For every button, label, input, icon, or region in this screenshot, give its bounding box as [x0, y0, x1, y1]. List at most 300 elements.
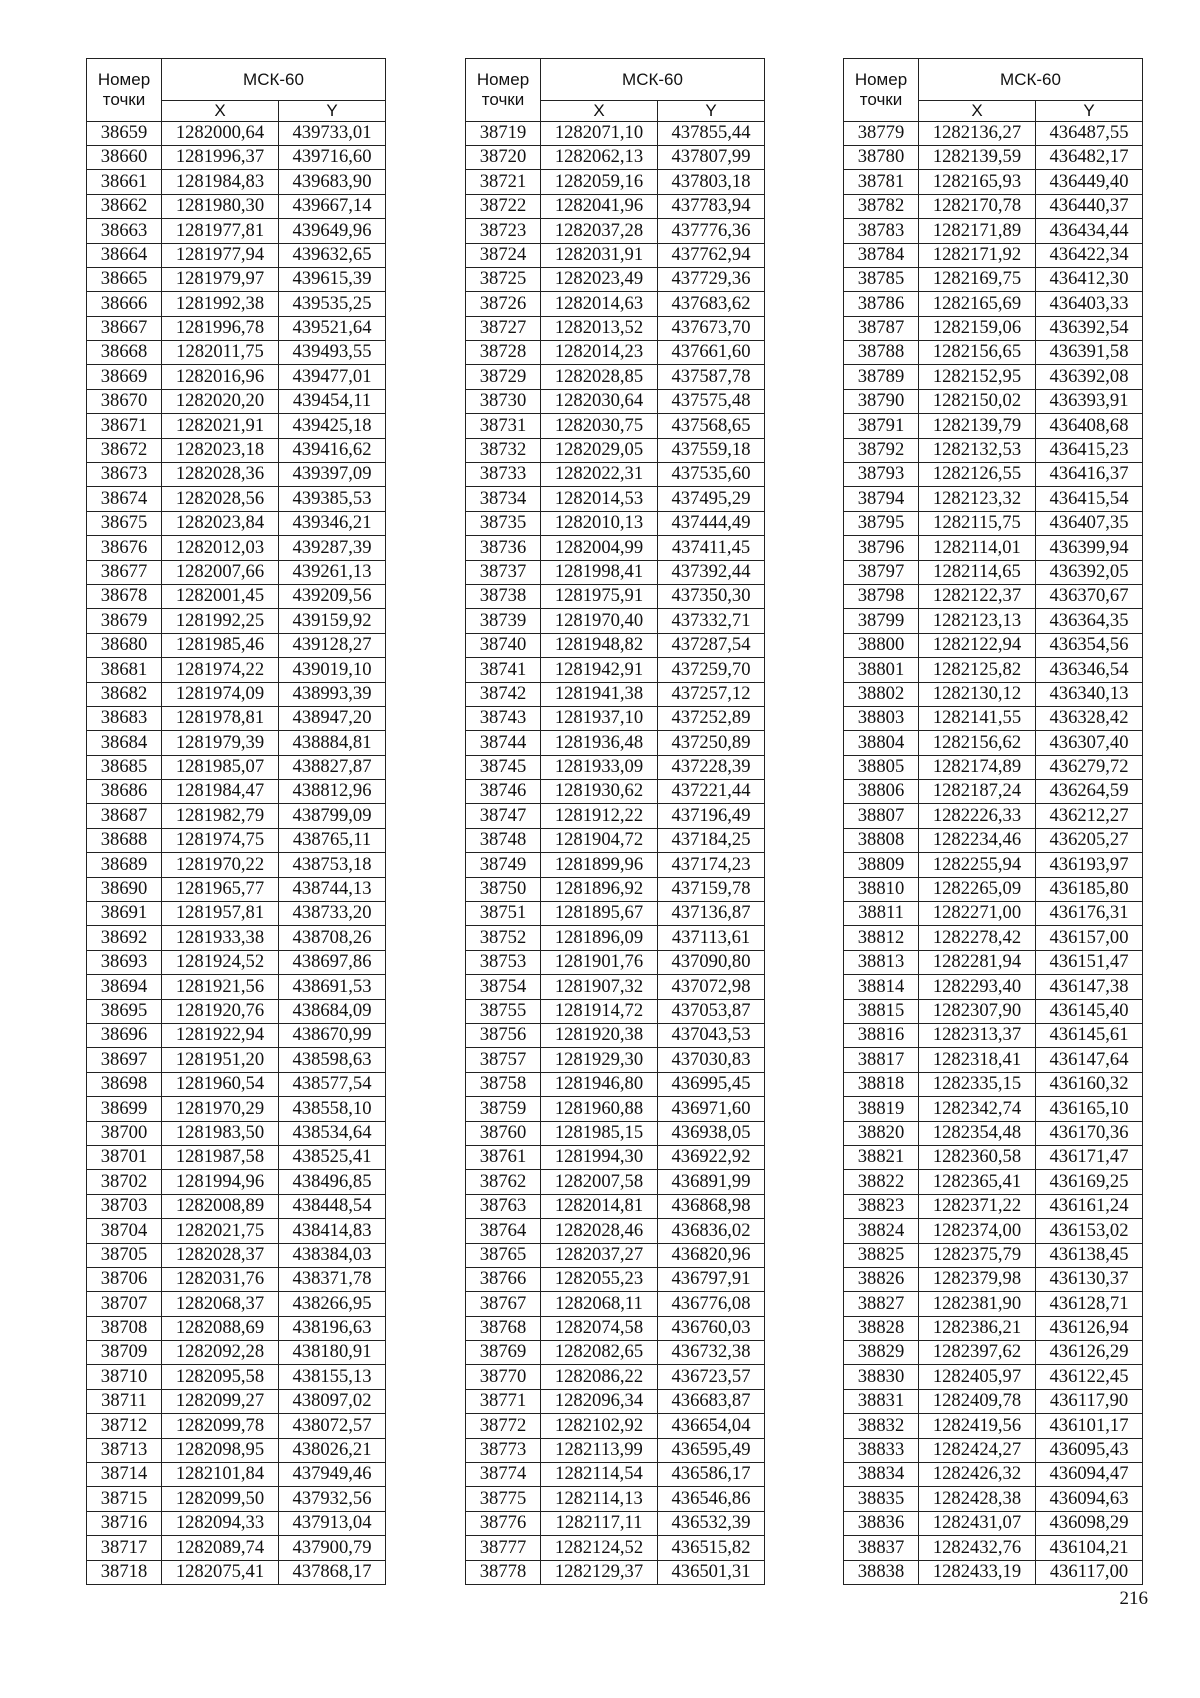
- x-coordinate-cell: 1281901,76: [541, 950, 658, 974]
- point-number-cell: 38725: [466, 267, 541, 291]
- y-coordinate-cell: 436094,47: [1036, 1463, 1143, 1487]
- x-coordinate-cell: 1282089,74: [162, 1536, 279, 1560]
- table-row: [87, 170, 386, 194]
- y-coordinate-cell: 436392,54: [1036, 316, 1143, 340]
- point-number-cell: 38701: [87, 1145, 162, 1169]
- y-coordinate-cell: 438708,26: [279, 926, 386, 950]
- x-coordinate-cell: 1282088,69: [162, 1316, 279, 1340]
- y-coordinate-cell: 436482,17: [1036, 145, 1143, 169]
- header-y: Y: [658, 101, 765, 122]
- x-coordinate-cell: 1282068,11: [541, 1292, 658, 1316]
- y-coordinate-cell: 436098,29: [1036, 1511, 1143, 1535]
- table-row: [87, 609, 386, 633]
- x-coordinate-cell: 1282159,06: [919, 316, 1036, 340]
- x-coordinate-cell: 1281951,20: [162, 1048, 279, 1072]
- table-row: [844, 1243, 1143, 1267]
- point-number-cell: 38822: [844, 1170, 919, 1194]
- y-coordinate-cell: 438496,85: [279, 1170, 386, 1194]
- y-coordinate-cell: 436515,82: [658, 1536, 765, 1560]
- point-number-cell: 38823: [844, 1194, 919, 1218]
- point-number-cell: 38734: [466, 487, 541, 511]
- point-number-cell: 38759: [466, 1097, 541, 1121]
- y-coordinate-cell: 436797,91: [658, 1267, 765, 1291]
- table-row: [87, 584, 386, 608]
- point-number-cell: 38711: [87, 1389, 162, 1413]
- x-coordinate-cell: 1282386,21: [919, 1316, 1036, 1340]
- x-coordinate-cell: 1281974,75: [162, 828, 279, 852]
- x-coordinate-cell: 1282021,91: [162, 414, 279, 438]
- table-row: [87, 243, 386, 267]
- table-row: [844, 1487, 1143, 1511]
- x-coordinate-cell: 1282028,56: [162, 487, 279, 511]
- point-number-cell: 38801: [844, 658, 919, 682]
- coordinate-table-1: [86, 58, 386, 1585]
- y-coordinate-cell: 438753,18: [279, 853, 386, 877]
- x-coordinate-cell: 1282075,41: [162, 1560, 279, 1584]
- page-number: 216: [1119, 1588, 1148, 1609]
- table-row: [844, 1560, 1143, 1584]
- y-coordinate-cell: 436995,45: [658, 1072, 765, 1096]
- x-coordinate-cell: 1282001,45: [162, 584, 279, 608]
- x-coordinate-cell: 1282379,98: [919, 1267, 1036, 1291]
- x-coordinate-cell: 1282139,59: [919, 145, 1036, 169]
- table-row: [466, 999, 765, 1023]
- y-coordinate-cell: 436328,42: [1036, 706, 1143, 730]
- point-number-cell: 38672: [87, 438, 162, 462]
- x-coordinate-cell: 1282101,84: [162, 1463, 279, 1487]
- point-number-cell: 38766: [466, 1267, 541, 1291]
- point-number-cell: 38756: [466, 1024, 541, 1048]
- y-coordinate-cell: 439716,60: [279, 145, 386, 169]
- header-point-number: Номер точки: [466, 59, 541, 122]
- table-row: [87, 706, 386, 730]
- y-coordinate-cell: 436307,40: [1036, 731, 1143, 755]
- table-row: [844, 1316, 1143, 1340]
- table-row: [87, 389, 386, 413]
- table-row: [844, 1414, 1143, 1438]
- table-row: [466, 536, 765, 560]
- x-coordinate-cell: 1282335,15: [919, 1072, 1036, 1096]
- x-coordinate-cell: 1281983,50: [162, 1121, 279, 1145]
- point-number-cell: 38665: [87, 267, 162, 291]
- x-coordinate-cell: 1281970,22: [162, 853, 279, 877]
- y-coordinate-cell: 438371,78: [279, 1267, 386, 1291]
- table-row: [844, 267, 1143, 291]
- table-row: [466, 1267, 765, 1291]
- x-coordinate-cell: 1281987,58: [162, 1145, 279, 1169]
- point-number-cell: 38795: [844, 511, 919, 535]
- x-coordinate-cell: 1282152,95: [919, 365, 1036, 389]
- point-number-cell: 38671: [87, 414, 162, 438]
- table-row: [87, 1438, 386, 1462]
- table-row: [844, 365, 1143, 389]
- point-number-cell: 38682: [87, 682, 162, 706]
- x-coordinate-cell: 1281985,15: [541, 1121, 658, 1145]
- y-coordinate-cell: 437444,49: [658, 511, 765, 535]
- point-number-cell: 38684: [87, 731, 162, 755]
- y-coordinate-cell: 436732,38: [658, 1341, 765, 1365]
- table-row: [844, 463, 1143, 487]
- x-coordinate-cell: 1282371,22: [919, 1194, 1036, 1218]
- point-number-cell: 38818: [844, 1072, 919, 1096]
- point-number-cell: 38659: [87, 121, 162, 145]
- table-row: [844, 682, 1143, 706]
- table-row: [466, 1194, 765, 1218]
- point-number-cell: 38760: [466, 1121, 541, 1145]
- point-number-cell: 38837: [844, 1536, 919, 1560]
- y-coordinate-cell: 437411,45: [658, 536, 765, 560]
- table-row: [87, 902, 386, 926]
- table-row: [844, 633, 1143, 657]
- x-coordinate-cell: 1282059,16: [541, 170, 658, 194]
- table-row: [844, 1121, 1143, 1145]
- y-coordinate-cell: 437661,60: [658, 341, 765, 365]
- table-row: [466, 438, 765, 462]
- x-coordinate-cell: 1282021,75: [162, 1219, 279, 1243]
- y-coordinate-cell: 437568,65: [658, 414, 765, 438]
- y-coordinate-cell: 436723,57: [658, 1365, 765, 1389]
- point-number-cell: 38667: [87, 316, 162, 340]
- y-coordinate-cell: 437090,80: [658, 950, 765, 974]
- header-point-number: Номер точки: [844, 59, 919, 122]
- x-coordinate-cell: 1282187,24: [919, 780, 1036, 804]
- y-coordinate-cell: 438097,02: [279, 1389, 386, 1413]
- y-coordinate-cell: 437392,44: [658, 560, 765, 584]
- y-coordinate-cell: 437673,70: [658, 316, 765, 340]
- point-number-cell: 38727: [466, 316, 541, 340]
- x-coordinate-cell: 1282281,94: [919, 950, 1036, 974]
- point-number-cell: 38676: [87, 536, 162, 560]
- table-row: [87, 853, 386, 877]
- y-coordinate-cell: 436165,10: [1036, 1097, 1143, 1121]
- y-coordinate-cell: 437332,71: [658, 609, 765, 633]
- table-row: [844, 1536, 1143, 1560]
- point-number-cell: 38686: [87, 780, 162, 804]
- y-coordinate-cell: 437184,25: [658, 828, 765, 852]
- point-number-cell: 38791: [844, 414, 919, 438]
- y-coordinate-cell: 436101,17: [1036, 1414, 1143, 1438]
- x-coordinate-cell: 1282122,37: [919, 584, 1036, 608]
- table-row: [844, 1438, 1143, 1462]
- table-row: [87, 1219, 386, 1243]
- x-coordinate-cell: 1281948,82: [541, 633, 658, 657]
- y-coordinate-cell: 437913,04: [279, 1511, 386, 1535]
- point-number-cell: 38779: [844, 121, 919, 145]
- x-coordinate-cell: 1281965,77: [162, 877, 279, 901]
- x-coordinate-cell: 1282354,48: [919, 1121, 1036, 1145]
- x-coordinate-cell: 1282432,76: [919, 1536, 1036, 1560]
- x-coordinate-cell: 1282125,82: [919, 658, 1036, 682]
- x-coordinate-cell: 1281974,22: [162, 658, 279, 682]
- y-coordinate-cell: 436157,00: [1036, 926, 1143, 950]
- x-coordinate-cell: 1282055,23: [541, 1267, 658, 1291]
- table-row: [466, 1438, 765, 1462]
- y-coordinate-cell: 437559,18: [658, 438, 765, 462]
- x-coordinate-cell: 1282171,92: [919, 243, 1036, 267]
- table-row: [466, 1511, 765, 1535]
- x-coordinate-cell: 1281895,67: [541, 902, 658, 926]
- y-coordinate-cell: 436340,13: [1036, 682, 1143, 706]
- x-coordinate-cell: 1282342,74: [919, 1097, 1036, 1121]
- table-row: [466, 609, 765, 633]
- y-coordinate-cell: 438414,83: [279, 1219, 386, 1243]
- x-coordinate-cell: 1282020,20: [162, 389, 279, 413]
- table-row: [466, 828, 765, 852]
- point-number-cell: 38738: [466, 584, 541, 608]
- point-number-cell: 38762: [466, 1170, 541, 1194]
- y-coordinate-cell: 437350,30: [658, 584, 765, 608]
- point-number-cell: 38761: [466, 1145, 541, 1169]
- y-coordinate-cell: 439385,53: [279, 487, 386, 511]
- x-coordinate-cell: 1281936,48: [541, 731, 658, 755]
- x-coordinate-cell: 1282000,64: [162, 121, 279, 145]
- table-row: [466, 1024, 765, 1048]
- table-row: [87, 1097, 386, 1121]
- x-coordinate-cell: 1282171,89: [919, 219, 1036, 243]
- point-number-cell: 38780: [844, 145, 919, 169]
- x-coordinate-cell: 1281970,29: [162, 1097, 279, 1121]
- point-number-cell: 38781: [844, 170, 919, 194]
- x-coordinate-cell: 1281957,81: [162, 902, 279, 926]
- table-row: [87, 438, 386, 462]
- header-coordinate-system: МСК-60: [541, 59, 765, 101]
- x-coordinate-cell: 1281992,25: [162, 609, 279, 633]
- table-row: [844, 975, 1143, 999]
- x-coordinate-cell: 1282426,32: [919, 1463, 1036, 1487]
- table-row: [844, 1072, 1143, 1096]
- x-coordinate-cell: 1282424,27: [919, 1438, 1036, 1462]
- table-row: [466, 414, 765, 438]
- x-coordinate-cell: 1282136,27: [919, 121, 1036, 145]
- y-coordinate-cell: 437762,94: [658, 243, 765, 267]
- x-coordinate-cell: 1282098,95: [162, 1438, 279, 1462]
- point-number-cell: 38796: [844, 536, 919, 560]
- table-row: [87, 536, 386, 560]
- x-coordinate-cell: 1281933,09: [541, 755, 658, 779]
- x-coordinate-cell: 1282114,54: [541, 1463, 658, 1487]
- x-coordinate-cell: 1282010,13: [541, 511, 658, 535]
- table-row: [466, 1072, 765, 1096]
- x-coordinate-cell: 1282099,27: [162, 1389, 279, 1413]
- x-coordinate-cell: 1281994,96: [162, 1170, 279, 1194]
- y-coordinate-cell: 436449,40: [1036, 170, 1143, 194]
- y-coordinate-cell: 437043,53: [658, 1024, 765, 1048]
- y-coordinate-cell: 436279,72: [1036, 755, 1143, 779]
- x-coordinate-cell: 1282037,28: [541, 219, 658, 243]
- y-coordinate-cell: 437729,36: [658, 267, 765, 291]
- x-coordinate-cell: 1282409,78: [919, 1389, 1036, 1413]
- x-coordinate-cell: 1282016,96: [162, 365, 279, 389]
- table-row: [844, 1365, 1143, 1389]
- y-coordinate-cell: 438577,54: [279, 1072, 386, 1096]
- point-number-cell: 38740: [466, 633, 541, 657]
- point-number-cell: 38815: [844, 999, 919, 1023]
- x-coordinate-cell: 1281904,72: [541, 828, 658, 852]
- point-number-cell: 38712: [87, 1414, 162, 1438]
- header-coordinate-system: МСК-60: [162, 59, 386, 101]
- y-coordinate-cell: 438733,20: [279, 902, 386, 926]
- point-number-cell: 38664: [87, 243, 162, 267]
- point-number-cell: 38832: [844, 1414, 919, 1438]
- point-number-cell: 38790: [844, 389, 919, 413]
- table-row: [844, 877, 1143, 901]
- y-coordinate-cell: 439454,11: [279, 389, 386, 413]
- y-coordinate-cell: 436403,33: [1036, 292, 1143, 316]
- x-coordinate-cell: 1282028,46: [541, 1219, 658, 1243]
- table-row: [466, 145, 765, 169]
- point-number-cell: 38735: [466, 511, 541, 535]
- point-number-cell: 38775: [466, 1487, 541, 1511]
- table-row: [87, 1487, 386, 1511]
- table-row: [466, 1536, 765, 1560]
- point-number-cell: 38805: [844, 755, 919, 779]
- y-coordinate-cell: 437030,83: [658, 1048, 765, 1072]
- x-coordinate-cell: 1282062,13: [541, 145, 658, 169]
- x-coordinate-cell: 1282023,18: [162, 438, 279, 462]
- table-row: [844, 755, 1143, 779]
- x-coordinate-cell: 1282094,33: [162, 1511, 279, 1535]
- x-coordinate-cell: 1282130,12: [919, 682, 1036, 706]
- point-number-cell: 38765: [466, 1243, 541, 1267]
- y-coordinate-cell: 437159,78: [658, 877, 765, 901]
- x-coordinate-cell: 1282071,10: [541, 121, 658, 145]
- table-row: [87, 975, 386, 999]
- x-coordinate-cell: 1282293,40: [919, 975, 1036, 999]
- point-number-cell: 38820: [844, 1121, 919, 1145]
- x-coordinate-cell: 1281998,41: [541, 560, 658, 584]
- table-row: [844, 1511, 1143, 1535]
- table-row: [466, 267, 765, 291]
- y-coordinate-cell: 437683,62: [658, 292, 765, 316]
- x-coordinate-cell: 1282068,37: [162, 1292, 279, 1316]
- point-number-cell: 38808: [844, 828, 919, 852]
- point-number-cell: 38828: [844, 1316, 919, 1340]
- table-row: [466, 804, 765, 828]
- table-row: [87, 292, 386, 316]
- point-number-cell: 38661: [87, 170, 162, 194]
- table-row: [844, 194, 1143, 218]
- table-row: [466, 170, 765, 194]
- table-row: [844, 1097, 1143, 1121]
- point-number-cell: 38693: [87, 950, 162, 974]
- table-row: [466, 1487, 765, 1511]
- point-number-cell: 38833: [844, 1438, 919, 1462]
- table-row: [844, 487, 1143, 511]
- table-row: [844, 804, 1143, 828]
- point-number-cell: 38788: [844, 341, 919, 365]
- x-coordinate-cell: 1281922,94: [162, 1024, 279, 1048]
- y-coordinate-cell: 436408,68: [1036, 414, 1143, 438]
- y-coordinate-cell: 436169,25: [1036, 1170, 1143, 1194]
- table-row: [87, 487, 386, 511]
- point-number-cell: 38802: [844, 682, 919, 706]
- y-coordinate-cell: 437900,79: [279, 1536, 386, 1560]
- point-number-cell: 38690: [87, 877, 162, 901]
- point-number-cell: 38838: [844, 1560, 919, 1584]
- table-row: [466, 1219, 765, 1243]
- x-coordinate-cell: 1282318,41: [919, 1048, 1036, 1072]
- point-number-cell: 38748: [466, 828, 541, 852]
- x-coordinate-cell: 1281970,40: [541, 609, 658, 633]
- x-coordinate-cell: 1282086,22: [541, 1365, 658, 1389]
- y-coordinate-cell: 437053,87: [658, 999, 765, 1023]
- y-coordinate-cell: 436487,55: [1036, 121, 1143, 145]
- y-coordinate-cell: 439521,64: [279, 316, 386, 340]
- y-coordinate-cell: 438525,41: [279, 1145, 386, 1169]
- table-row: [466, 121, 765, 145]
- y-coordinate-cell: 436776,08: [658, 1292, 765, 1316]
- y-coordinate-cell: 436176,31: [1036, 902, 1143, 926]
- table-row: [87, 633, 386, 657]
- y-coordinate-cell: 436392,05: [1036, 560, 1143, 584]
- table-row: [87, 1243, 386, 1267]
- x-coordinate-cell: 1281979,39: [162, 731, 279, 755]
- header-x: X: [162, 101, 279, 122]
- y-coordinate-cell: 438155,13: [279, 1365, 386, 1389]
- y-coordinate-cell: 436193,97: [1036, 853, 1143, 877]
- point-number-cell: 38685: [87, 755, 162, 779]
- table-row: [87, 194, 386, 218]
- point-number-cell: 38731: [466, 414, 541, 438]
- y-coordinate-cell: 436683,87: [658, 1389, 765, 1413]
- x-coordinate-cell: 1282365,41: [919, 1170, 1036, 1194]
- table-row: [844, 1024, 1143, 1048]
- table-row: [466, 902, 765, 926]
- point-number-cell: 38800: [844, 633, 919, 657]
- point-number-cell: 38710: [87, 1365, 162, 1389]
- y-coordinate-cell: 436171,47: [1036, 1145, 1143, 1169]
- x-coordinate-cell: 1281977,94: [162, 243, 279, 267]
- x-coordinate-cell: 1281920,38: [541, 1024, 658, 1048]
- x-coordinate-cell: 1282023,84: [162, 511, 279, 535]
- point-number-cell: 38810: [844, 877, 919, 901]
- x-coordinate-cell: 1281982,79: [162, 804, 279, 828]
- y-coordinate-cell: 436147,38: [1036, 975, 1143, 999]
- y-coordinate-cell: 438384,03: [279, 1243, 386, 1267]
- x-coordinate-cell: 1281974,09: [162, 682, 279, 706]
- x-coordinate-cell: 1282313,37: [919, 1024, 1036, 1048]
- y-coordinate-cell: 436532,39: [658, 1511, 765, 1535]
- x-coordinate-cell: 1282082,65: [541, 1341, 658, 1365]
- y-coordinate-cell: 436393,91: [1036, 389, 1143, 413]
- x-coordinate-cell: 1281980,30: [162, 194, 279, 218]
- x-coordinate-cell: 1282360,58: [919, 1145, 1036, 1169]
- x-coordinate-cell: 1282007,58: [541, 1170, 658, 1194]
- y-coordinate-cell: 437136,87: [658, 902, 765, 926]
- table-row: [844, 1145, 1143, 1169]
- point-number-cell: 38803: [844, 706, 919, 730]
- point-number-cell: 38704: [87, 1219, 162, 1243]
- point-number-cell: 38794: [844, 487, 919, 511]
- y-coordinate-cell: 436922,92: [658, 1145, 765, 1169]
- x-coordinate-cell: 1281921,56: [162, 975, 279, 999]
- x-coordinate-cell: 1281975,91: [541, 584, 658, 608]
- table-row: [466, 1145, 765, 1169]
- point-number-cell: 38746: [466, 780, 541, 804]
- point-number-cell: 38716: [87, 1511, 162, 1535]
- table-row: [87, 1267, 386, 1291]
- y-coordinate-cell: 437803,18: [658, 170, 765, 194]
- y-coordinate-cell: 437221,44: [658, 780, 765, 804]
- x-coordinate-cell: 1282265,09: [919, 877, 1036, 901]
- x-coordinate-cell: 1282156,65: [919, 341, 1036, 365]
- y-coordinate-cell: 436264,59: [1036, 780, 1143, 804]
- y-coordinate-cell: 438266,95: [279, 1292, 386, 1316]
- point-number-cell: 38730: [466, 389, 541, 413]
- table-row: [466, 633, 765, 657]
- point-number-cell: 38708: [87, 1316, 162, 1340]
- y-coordinate-cell: 436117,00: [1036, 1560, 1143, 1584]
